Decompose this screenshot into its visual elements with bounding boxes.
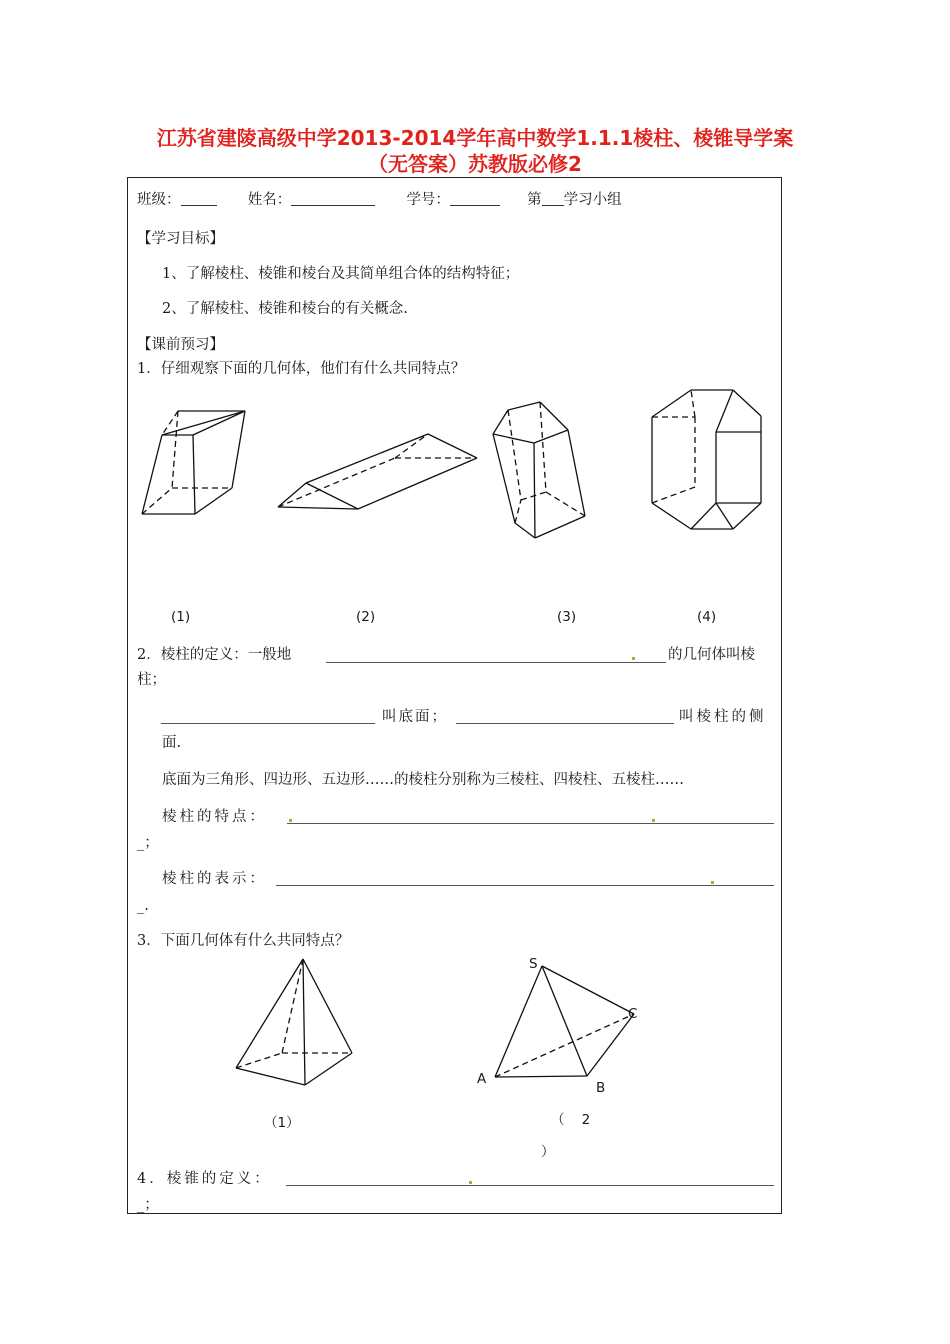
marker-dot	[711, 881, 714, 884]
vertex-label-a: A	[477, 1071, 487, 1087]
info-row	[137, 191, 622, 209]
id-blank	[450, 191, 500, 206]
figure-prism-1	[130, 400, 260, 525]
group-prefix: 第	[527, 192, 542, 208]
caption-fig-2: (2)	[356, 609, 376, 625]
figure-pyramid-1	[232, 955, 357, 1090]
notation-wrap: _.	[137, 898, 149, 914]
notation-blank	[276, 885, 774, 886]
caption-fig-3: (3)	[557, 609, 577, 625]
caption-fig-4: (4)	[697, 609, 717, 625]
goal-item-2: 2、了解棱柱、棱锥和棱台的有关概念.	[162, 301, 408, 317]
class-label: 班级：	[137, 192, 181, 208]
class-blank	[181, 191, 217, 206]
base-blank	[161, 723, 375, 724]
base-label: 叫底面；	[382, 709, 448, 725]
prism-definition-blank	[326, 662, 666, 663]
prism-naming: 底面为三角形、四边形、五边形……的棱柱分别称为三棱柱、四棱柱、五棱柱……	[162, 772, 684, 788]
name-blank	[291, 191, 375, 206]
goal-item-1: 1、了解棱柱、棱锥和棱台及其简单组合体的结构特征；	[162, 266, 520, 282]
marker-dot	[652, 819, 655, 822]
marker-dot	[289, 819, 292, 822]
side-blank	[456, 723, 674, 724]
notation-label: 棱柱的表示：	[162, 871, 267, 887]
question-2-end: 的几何体叫棱	[668, 647, 755, 663]
name-label: 姓名：	[247, 192, 292, 208]
question-4-wrap: _；	[137, 1197, 159, 1213]
worksheet-frame	[127, 177, 782, 1214]
feature-blank	[287, 823, 774, 824]
caption-fig-1: (1)	[171, 609, 191, 625]
question-2-start: 2．棱柱的定义：一般地	[137, 647, 292, 663]
feature-label: 棱柱的特点：	[162, 809, 267, 825]
vertex-label-b: B	[596, 1080, 606, 1096]
figure-prism-4	[645, 385, 770, 535]
group-suffix: 学习小组	[563, 192, 622, 208]
goals-heading: 【学习目标】	[137, 231, 224, 247]
group-blank	[542, 191, 564, 206]
marker-dot	[632, 657, 635, 660]
question-1: 1．仔细观察下面的几何体，他们有什么共同特点？	[137, 361, 466, 377]
side-label: 叫棱柱的侧	[679, 709, 767, 725]
question-2-wrap: 柱；	[137, 672, 166, 688]
pyramid-definition-blank	[286, 1185, 774, 1186]
figure-prism-3	[488, 398, 593, 543]
figure-prism-2	[270, 425, 485, 515]
id-label: 学号：	[406, 192, 450, 208]
title-line-2: （无答案）苏教版必修2	[368, 152, 582, 176]
vertex-label-c: C	[628, 1006, 638, 1022]
vertex-label-s: S	[529, 956, 538, 972]
caption-pyramid-1: （1）	[264, 1115, 300, 1131]
figure-pyramid-2	[490, 962, 640, 1082]
question-4-label: 4．棱锥的定义：	[137, 1171, 272, 1187]
preview-heading: 【课前预习】	[137, 337, 224, 353]
marker-dot	[469, 1181, 472, 1184]
side-wrap: 面.	[162, 735, 182, 751]
title-line-1: 江苏省建陵高级中学2013-2014学年高中数学1.1.1棱柱、棱锥导学案	[156, 126, 794, 150]
caption-pyramid-2-start: （ 2	[551, 1112, 591, 1128]
feature-wrap: _；	[137, 835, 159, 851]
question-3: 3．下面几何体有什么共同特点？	[137, 933, 350, 949]
caption-pyramid-2-end: ）	[541, 1144, 555, 1160]
